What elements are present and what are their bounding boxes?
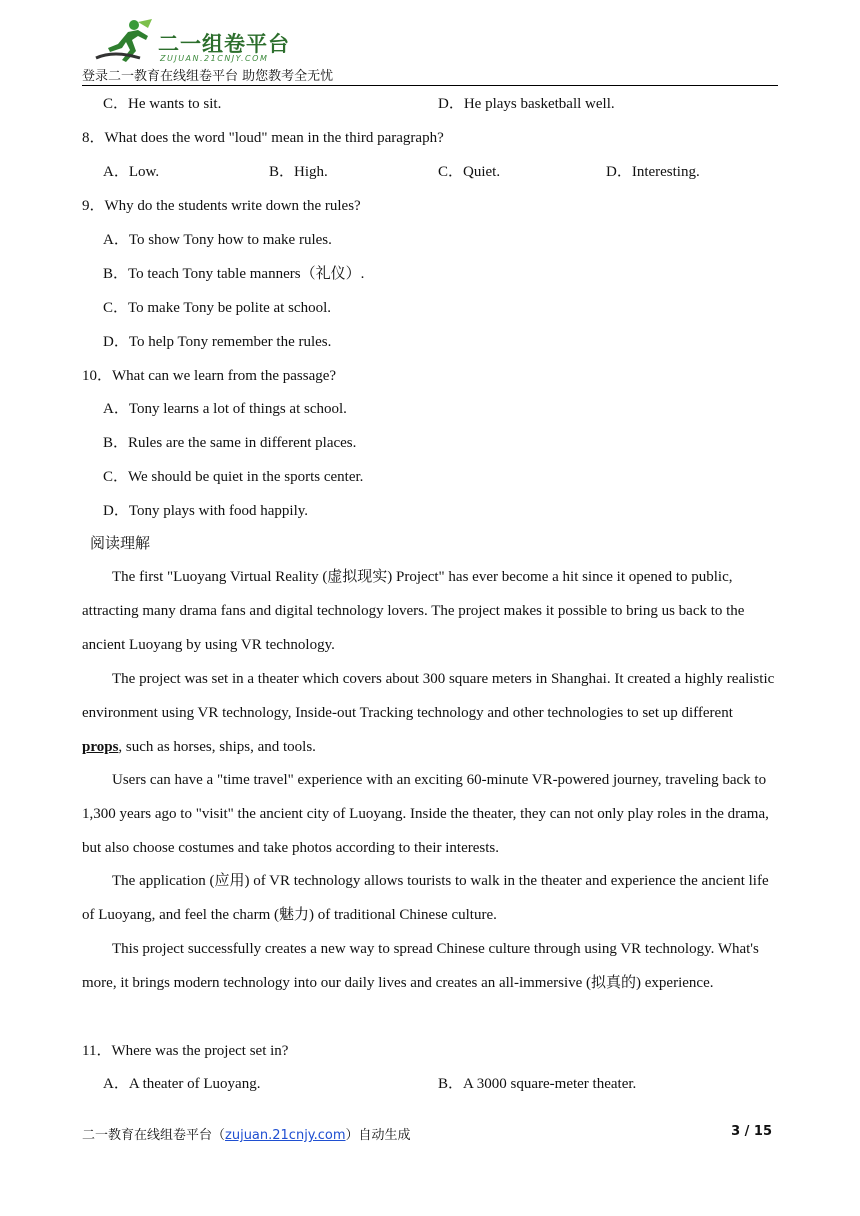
passage-paragraph-4: The application (应用) of VR technology allows tourists to walk in the theater and experience the ancient life of Luoyang, and feel the charm (魅力) of traditional Chinese culture.	[82, 873, 769, 923]
logo-text: 二一组卷平台	[158, 32, 290, 56]
passage-paragraph-1: The first "Luoyang Virtual Reality (虚拟现实) Project" has ever become a hit since it opened to public, attracting many drama fans and digital technology lovers. The project makes it possible to bring us back to the ancient Luoyang by using VR technology.	[82, 569, 745, 653]
q10-option-d: D．Tony plays with food happily.	[103, 503, 309, 519]
header-tagline: 登录二一教育在线组卷平台 助您教考全无忧	[82, 69, 334, 84]
q10-question: 10．What can we learn from the passage?	[82, 368, 337, 384]
underlined-word-props: props	[82, 739, 119, 755]
q8-option-d: D．Interesting.	[606, 164, 700, 180]
q8-option-b: B．High.	[269, 164, 328, 180]
section-title: 阅读理解	[90, 536, 151, 552]
q9-option-b: B．To teach Tony table manners（礼仪）.	[103, 266, 365, 282]
q9-option-d: D．To help Tony remember the rules.	[103, 334, 332, 350]
logo-subtext: ZUJUAN.21CNJY.COM	[160, 54, 269, 63]
q11-question: 11．Where was the project set in?	[82, 1043, 289, 1059]
passage-paragraph-5: This project successfully creates a new way to spread Chinese culture through using VR technology. What's more, it brings modern technology into our daily lives and creates an all-immersive (拟真的) experience.	[82, 941, 759, 991]
page-footer	[82, 1124, 772, 1144]
q11-option-a: A．A theater of Luoyang.	[103, 1076, 261, 1092]
passage-paragraph-2: The project was set in a theater which covers about 300 square meters in Shanghai. It created a highly realistic environment using VR technology, Inside-out Tracking technology and other technologies to set up different props, such as horses, ships, and tools.	[82, 671, 775, 755]
page-number: 3 / 15	[731, 1124, 772, 1139]
footer-link[interactable]: zujuan.21cnjy.com	[225, 1128, 346, 1143]
q10-option-b: B．Rules are the same in different places.	[103, 435, 357, 451]
q9-option-a: A．To show Tony how to make rules.	[103, 232, 332, 248]
q8-question: 8．What does the word "loud" mean in the third paragraph?	[82, 130, 444, 146]
q10-option-c: C．We should be quiet in the sports center.	[103, 469, 364, 485]
q8-option-a: A．Low.	[103, 164, 160, 180]
q7-option-c: C．He wants to sit.	[103, 96, 222, 112]
footer-source: 二一教育在线组卷平台（zujuan.21cnjy.com）自动生成	[82, 1128, 411, 1143]
q8-option-c: C．Quiet.	[438, 164, 501, 180]
passage-paragraph-3: Users can have a "time travel" experience with an exciting 60-minute VR-powered journey, traveling back to 1,300 years ago to "visit" the ancient city of Luoyang. Inside the theater, they can not only play roles in the drama, but also choose costumes and take photos according to their interests.	[82, 772, 769, 856]
q10-option-a: A．Tony learns a lot of things at school.	[103, 401, 347, 417]
header-divider	[82, 85, 778, 86]
q9-option-c: C．To make Tony be polite at school.	[103, 300, 332, 316]
q7-option-d: D．He plays basketball well.	[438, 96, 615, 112]
page-header	[82, 18, 778, 86]
q9-question: 9．Why do the students write down the rules?	[82, 198, 361, 214]
runner-logo-icon	[94, 18, 156, 64]
logo	[94, 18, 294, 66]
q11-option-b: B．A 3000 square-meter theater.	[438, 1076, 637, 1092]
